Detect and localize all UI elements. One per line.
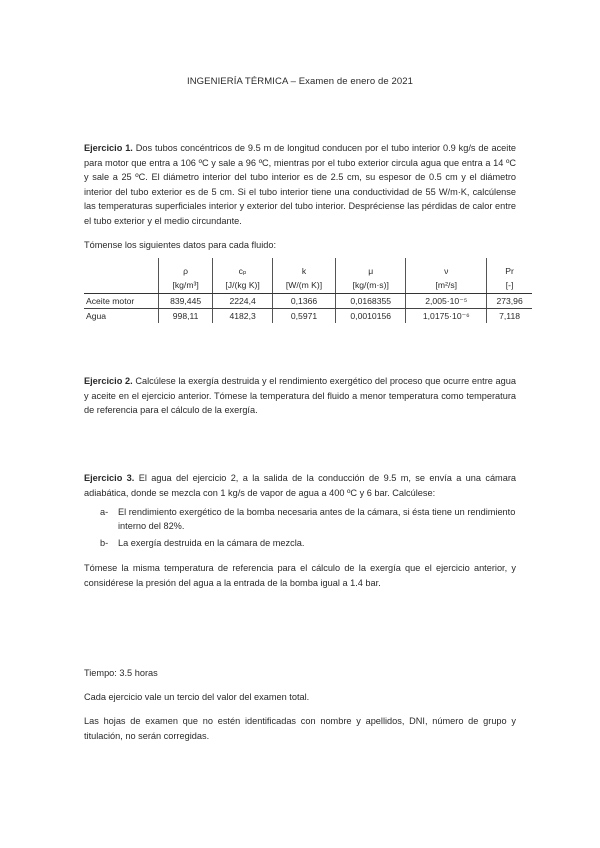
unit-kinematic-viscosity: [m²/s] bbox=[406, 278, 487, 294]
ejercicio-1-text: Dos tubos concéntricos de 9.5 m de longitud conducen por el tubo interior 0.9 kg/s de aceite para motor que entra a 106 ºC y sale a 96 ºC, mientras por el tubo exterior circula agua que entra a 14 ºC y sale a 25 ºC. El diámetro interior del tubo interior es de 2.5 cm, su espesor de 0.5 cm y el diámetro interior del tubo exterior es de 5 cm. Si el tubo interior tiene una conductividad de 55 W/m·K, calcúlense las temperaturas superficiales interior y exterior del tubo interior. Despréciense las pérdidas de calor entre el tubo exterior y el medio circundante. bbox=[84, 143, 516, 226]
ejercicio-2-paragraph bbox=[84, 374, 516, 418]
unit-prandtl: [-] bbox=[487, 278, 532, 294]
table-cell: 0,5971 bbox=[273, 309, 336, 324]
ejercicio-3-paragraph bbox=[84, 471, 516, 500]
exam-value-note: Cada ejercicio vale un tercio del valor del examen total. bbox=[84, 692, 310, 702]
list-marker: b- bbox=[100, 538, 109, 548]
table-cell: 998,11 bbox=[159, 309, 213, 324]
page-title: INGENIERÍA TÉRMICA – Examen de enero de 2021 bbox=[186, 76, 413, 87]
symbol-specific-heat: cₚ bbox=[213, 258, 273, 278]
table-cell: 0,1366 bbox=[273, 294, 336, 309]
exam-time: Tiempo: 3.5 horas bbox=[84, 668, 158, 678]
ejercicio-3-label: Ejercicio 3. bbox=[84, 473, 135, 483]
table-cell: 0,0168355 bbox=[336, 294, 406, 309]
table-cell: 2,005·10⁻⁵ bbox=[406, 294, 487, 309]
table-cell: 7,118 bbox=[499, 311, 521, 321]
list-item bbox=[84, 506, 516, 533]
unit-density: [kg/m³] bbox=[159, 278, 213, 294]
table-cell: 839,445 bbox=[159, 294, 213, 309]
ejercicio-3-note: Tómese la misma temperatura de referencia para el cálculo de la exergía que el ejercicio anterior, y considérese la presión del agua a la entrada de la bomba igual a 1.4 bar. bbox=[84, 563, 516, 588]
table-corner-cell bbox=[84, 258, 159, 278]
table-intro: Tómense los siguientes datos para cada fluido: bbox=[84, 240, 277, 250]
table-symbol-row bbox=[84, 258, 532, 278]
ejercicio-2-text: Calcúlese la exergía destruida y el rendimiento exergético del proceso que ocurre entre agua y aceite en el ejercicio anterior. Tómese la temperatura del fluido a menor temperatura como temperatura de referencia para el cálculo de la exergía. bbox=[84, 376, 516, 415]
row-name-aceite: Aceite motor bbox=[84, 294, 159, 309]
table-cell: 4182,3 bbox=[213, 309, 273, 324]
symbol-conductivity: k bbox=[273, 258, 336, 278]
ejercicio-3-list bbox=[84, 506, 516, 555]
list-item-text: El rendimiento exergético de la bomba necesaria antes de la cámara, si ésta tiene un rendimiento interno del 82%. bbox=[118, 507, 516, 531]
ejercicio-3-text: El agua del ejercicio 2, a la salida de la conducción de 9.5 m, se envía a una cámara adiabática, donde se mezcla con 1 kg/s de vapor de agua a 400 ºC y 6 bar. Calcúlese: bbox=[84, 473, 516, 498]
row-name-agua: Agua bbox=[84, 309, 159, 324]
symbol-dynamic-viscosity: μ bbox=[336, 258, 406, 278]
table-cell: 2224,4 bbox=[213, 294, 273, 309]
table-cell: 0,0010156 bbox=[336, 309, 406, 324]
unit-conductivity: [W/(m K)] bbox=[273, 278, 336, 294]
symbol-prandtl: Pr bbox=[505, 266, 514, 276]
list-item-text: La exergía destruida en la cámara de mezcla. bbox=[118, 538, 305, 548]
ejercicio-1-paragraph bbox=[84, 141, 516, 228]
table-units-row bbox=[84, 278, 532, 294]
unit-dynamic-viscosity: [kg/(m·s)] bbox=[336, 278, 406, 294]
unit-specific-heat: [J/(kg K)] bbox=[213, 278, 273, 294]
list-marker: a- bbox=[100, 507, 109, 517]
table-cell: 1,0175·10⁻⁶ bbox=[406, 309, 487, 324]
table-corner-cell bbox=[84, 278, 159, 294]
table-row bbox=[84, 309, 532, 324]
list-item bbox=[84, 537, 516, 551]
table-row bbox=[84, 294, 532, 309]
fluid-properties-table bbox=[84, 258, 532, 323]
exam-identification-note: Las hojas de examen que no estén identificadas con nombre y apellidos, DNI, número de grupo y titulación, no serán corregidas. bbox=[84, 716, 516, 741]
ejercicio-2-label: Ejercicio 2. bbox=[84, 376, 133, 386]
ejercicio-1-label: Ejercicio 1. bbox=[84, 143, 133, 153]
symbol-kinematic-viscosity: ν bbox=[406, 258, 487, 278]
symbol-density: ρ bbox=[159, 258, 213, 278]
table-cell: 273,96 bbox=[487, 294, 532, 309]
